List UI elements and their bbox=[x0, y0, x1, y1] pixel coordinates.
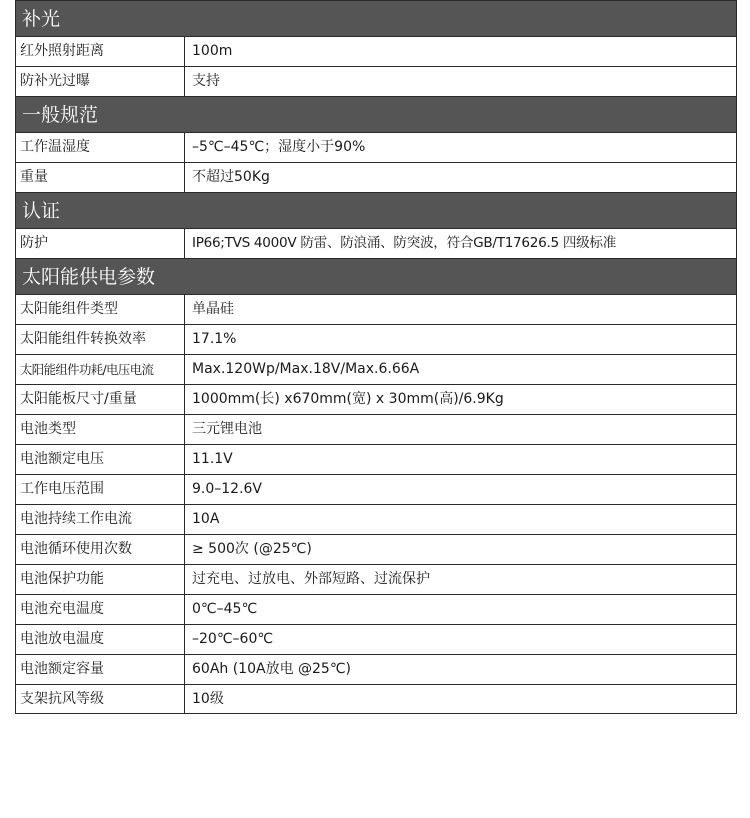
table-row bbox=[16, 66, 736, 96]
row-value: 不超过50Kg bbox=[192, 169, 270, 185]
row-key: 电池类型 bbox=[16, 415, 185, 444]
row-key: 防补光过曝 bbox=[16, 67, 185, 96]
table-row bbox=[16, 684, 736, 714]
row-value: –20℃–60℃ bbox=[192, 631, 274, 647]
table-row bbox=[16, 132, 736, 162]
table-row bbox=[16, 654, 736, 684]
table-row bbox=[16, 504, 736, 534]
row-value: 100m bbox=[192, 43, 233, 59]
section-header-general: 一般规范 bbox=[16, 96, 736, 132]
row-key: 太阳能组件功耗/电压电流 bbox=[16, 355, 185, 384]
table-row bbox=[16, 534, 736, 564]
table-row bbox=[16, 444, 736, 474]
row-value: ≥ 500次 (@25℃) bbox=[192, 541, 312, 557]
section-header-certification: 认证 bbox=[16, 192, 736, 228]
row-value: –5℃–45℃；湿度小于90% bbox=[192, 139, 366, 155]
spec-table bbox=[15, 0, 737, 714]
table-row bbox=[16, 594, 736, 624]
row-value: 0℃–45℃ bbox=[192, 601, 258, 617]
row-key: 电池充电温度 bbox=[16, 595, 185, 624]
row-value: 60Ah (10A放电 @25℃) bbox=[192, 661, 352, 677]
row-key: 工作电压范围 bbox=[16, 475, 185, 504]
row-key: 电池保护功能 bbox=[16, 565, 185, 594]
row-value: 9.0–12.6V bbox=[192, 481, 263, 497]
row-value: 过充电、过放电、外部短路、过流保护 bbox=[192, 571, 430, 587]
row-key: 电池额定容量 bbox=[16, 655, 185, 684]
section-header-fill-light: 补光 bbox=[16, 0, 736, 36]
row-key: 防护 bbox=[16, 229, 185, 258]
table-row bbox=[16, 36, 736, 66]
table-row bbox=[16, 294, 736, 324]
row-key: 电池持续工作电流 bbox=[16, 505, 185, 534]
table-row bbox=[16, 414, 736, 444]
row-key: 电池额定电压 bbox=[16, 445, 185, 474]
row-value: 10A bbox=[192, 511, 220, 527]
table-row bbox=[16, 162, 736, 192]
row-key: 重量 bbox=[16, 163, 185, 192]
section-header-solar-power: 太阳能供电参数 bbox=[16, 258, 736, 294]
table-row bbox=[16, 474, 736, 504]
row-value: 10级 bbox=[192, 691, 224, 707]
row-key: 太阳能组件类型 bbox=[16, 295, 185, 324]
row-key: 支架抗风等级 bbox=[16, 685, 185, 713]
table-row bbox=[16, 324, 736, 354]
row-key: 太阳能组件转换效率 bbox=[16, 325, 185, 354]
table-row bbox=[16, 228, 736, 258]
table-row bbox=[16, 354, 736, 384]
table-row bbox=[16, 384, 736, 414]
row-value: 1000mm(长) x670mm(宽) x 30mm(高)/6.9Kg bbox=[192, 391, 504, 407]
table-row bbox=[16, 624, 736, 654]
row-value: 单晶硅 bbox=[192, 301, 234, 317]
row-key: 红外照射距离 bbox=[16, 37, 185, 66]
row-value: 11.1V bbox=[192, 451, 233, 467]
row-key: 太阳能板尺寸/重量 bbox=[16, 385, 185, 414]
table-row bbox=[16, 564, 736, 594]
row-value: 17.1% bbox=[192, 331, 237, 347]
row-value: IP66;TVS 4000V 防雷、防浪涌、防突波，符合GB/T17626.5 四级标准 bbox=[192, 235, 617, 251]
row-value: Max.120Wp/Max.18V/Max.6.66A bbox=[192, 361, 420, 377]
row-value: 三元锂电池 bbox=[192, 421, 262, 437]
row-key: 工作温湿度 bbox=[16, 133, 185, 162]
row-value: 支持 bbox=[192, 73, 220, 89]
row-key: 电池放电温度 bbox=[16, 625, 185, 654]
row-key: 电池循环使用次数 bbox=[16, 535, 185, 564]
